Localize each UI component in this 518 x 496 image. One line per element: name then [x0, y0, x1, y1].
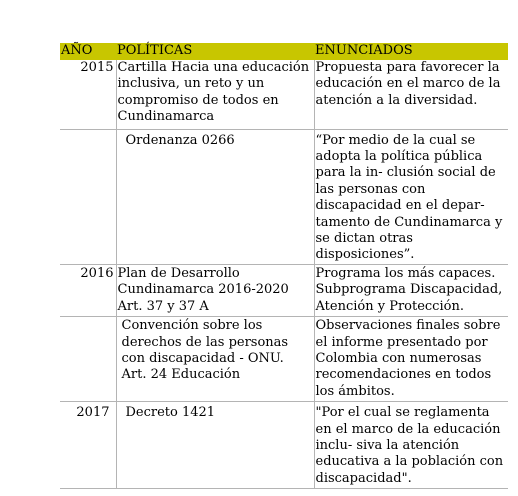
- row-year: [60, 129, 116, 264]
- row-year: 2016: [60, 264, 116, 316]
- row-statement: Programa los más capaces. Subprograma Discapacidad, Atención y Protección.: [314, 264, 508, 316]
- table-row: [60, 264, 508, 316]
- row-statement: Propuesta para favorecer la educación en el marco de la atención a la diversidad.: [314, 60, 508, 129]
- table-header: [60, 43, 508, 60]
- policies-table: [60, 43, 508, 489]
- row-statement: “Por medio de la cual se adopta la política pública para la in- clusión social de las personas con discapacidad en el depar- tamento de Cundinamarca y se dictan otras disposiciones”.: [314, 129, 508, 264]
- row-policy: Convención sobre los derechos de las personas con discapacidad - ONU. Art. 24 Educación: [116, 317, 314, 402]
- table-body: [60, 60, 508, 489]
- row-year: 2015: [60, 60, 116, 129]
- row-policy: Decreto 1421: [116, 402, 314, 489]
- row-year: [60, 317, 116, 402]
- header-year: AÑO: [60, 43, 116, 60]
- row-policy: Ordenanza 0266: [116, 129, 314, 264]
- row-policy: Cartilla Hacia una educación inclusiva, un reto y un compromiso de todos en Cundinamarca: [116, 60, 314, 129]
- table-row: [60, 129, 508, 264]
- row-year: 2017: [60, 402, 116, 489]
- table-row: [60, 60, 508, 129]
- row-statement: "Por el cual se reglamenta en el marco de la educación inclu- siva la atención educativa a la población con discapacidad".: [314, 402, 508, 489]
- row-policy: Plan de Desarrollo Cundinamarca 2016-2020 Art. 37 y 37 A: [116, 264, 314, 316]
- header-statements: ENUNCIADOS: [314, 43, 508, 60]
- table-row: [60, 317, 508, 402]
- table-row: [60, 402, 508, 489]
- row-statement: Observaciones finales sobre el informe presentado por Colombia con numerosas recomendaciones en todos los ámbitos.: [314, 317, 508, 402]
- header-row: [60, 43, 508, 60]
- header-policies: POLÍTICAS: [116, 43, 314, 60]
